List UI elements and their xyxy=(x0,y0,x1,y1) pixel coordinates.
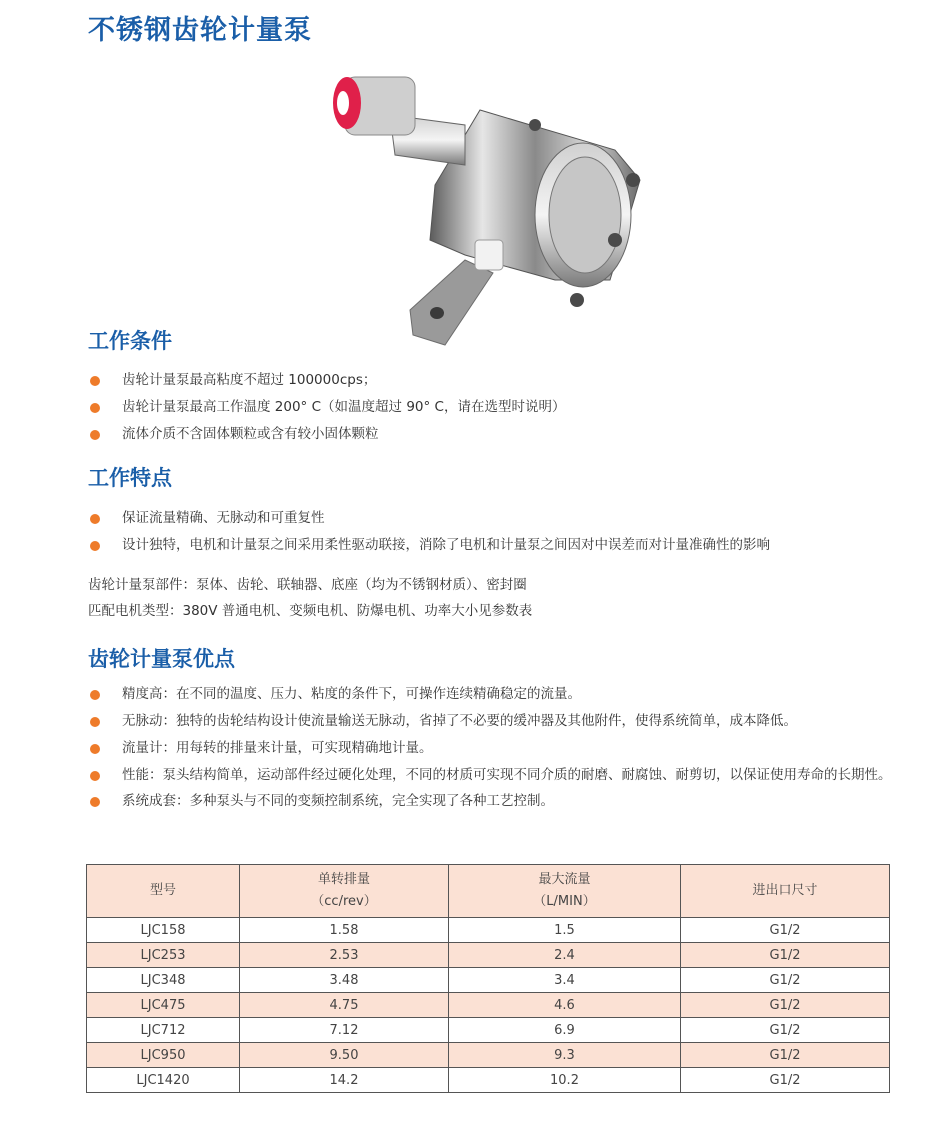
header-max-flow: 最大流量 （L/MIN） xyxy=(449,865,681,918)
cell-port-size: G1/2 xyxy=(681,1068,890,1093)
cell-max-flow: 6.9 xyxy=(449,1018,681,1043)
list-item: 精度高：在不同的温度、压力、粘度的条件下，可操作连续精确稳定的流量。 xyxy=(88,681,908,708)
cell-port-size: G1/2 xyxy=(681,968,890,993)
cell-displacement: 1.58 xyxy=(240,918,449,943)
cell-port-size: G1/2 xyxy=(681,943,890,968)
bullet-icon xyxy=(90,376,100,386)
table-row xyxy=(87,1068,890,1093)
bullet-icon xyxy=(90,797,100,807)
table-row xyxy=(87,943,890,968)
bullet-icon xyxy=(90,771,100,781)
gear-pump-image xyxy=(315,55,655,355)
cell-displacement: 4.75 xyxy=(240,993,449,1018)
advantages-list xyxy=(88,681,908,815)
conditions-list xyxy=(88,367,908,448)
cell-port-size: G1/2 xyxy=(681,993,890,1018)
list-item: 系统成套：多种泵头与不同的变频控制系统，完全实现了各种工艺控制。 xyxy=(88,788,908,815)
cell-port-size: G1/2 xyxy=(681,1018,890,1043)
header-port-size: 进出口尺寸 xyxy=(681,865,890,918)
cell-port-size: G1/2 xyxy=(681,1043,890,1068)
components-note: 齿轮计量泵部件：泵体、齿轮、联轴器、底座（均为不锈钢材质）、密封圈 xyxy=(88,577,527,593)
motor-note: 匹配电机类型：380V 普通电机、变频电机、防爆电机、功率大小见参数表 xyxy=(88,603,533,619)
heading-conditions: 工作条件 xyxy=(88,329,172,353)
cell-model: LJC348 xyxy=(87,968,240,993)
bullet-icon xyxy=(90,744,100,754)
cell-max-flow: 2.4 xyxy=(449,943,681,968)
cell-model: LJC950 xyxy=(87,1043,240,1068)
list-item: 齿轮计量泵最高粘度不超过 100000cps； xyxy=(88,367,908,394)
cell-displacement: 3.48 xyxy=(240,968,449,993)
table-row xyxy=(87,918,890,943)
cell-max-flow: 9.3 xyxy=(449,1043,681,1068)
bullet-icon xyxy=(90,690,100,700)
cell-port-size: G1/2 xyxy=(681,918,890,943)
features-list xyxy=(88,505,908,559)
list-item: 保证流量精确、无脉动和可重复性 xyxy=(88,505,908,532)
cell-model: LJC712 xyxy=(87,1018,240,1043)
table-row xyxy=(87,1018,890,1043)
cell-max-flow: 3.4 xyxy=(449,968,681,993)
cell-model: LJC158 xyxy=(87,918,240,943)
cell-max-flow: 1.5 xyxy=(449,918,681,943)
cell-model: LJC1420 xyxy=(87,1068,240,1093)
bullet-icon xyxy=(90,717,100,727)
list-item: 性能：泵头结构简单，运动部件经过硬化处理，不同的材质可实现不同介质的耐磨、耐腐蚀、耐剪切，以保证使用寿命的长期性。 xyxy=(88,762,908,788)
bullet-icon xyxy=(90,430,100,440)
header-model: 型号 xyxy=(87,865,240,918)
list-item: 无脉动：独特的齿轮结构设计使流量输送无脉动，省掉了不必要的缓冲器及其他附件，使得系统简单，成本降低。 xyxy=(88,708,908,735)
heading-features: 工作特点 xyxy=(88,466,172,490)
list-item: 设计独特，电机和计量泵之间采用柔性驱动联接，消除了电机和计量泵之间因对中误差而对计量准确性的影响 xyxy=(88,532,908,559)
cell-model: LJC475 xyxy=(87,993,240,1018)
cell-max-flow: 4.6 xyxy=(449,993,681,1018)
table-row xyxy=(87,993,890,1018)
cell-max-flow: 10.2 xyxy=(449,1068,681,1093)
table-header-row xyxy=(87,865,890,918)
cell-displacement: 9.50 xyxy=(240,1043,449,1068)
bullet-icon xyxy=(90,403,100,413)
spec-table xyxy=(86,864,890,1093)
cell-displacement: 7.12 xyxy=(240,1018,449,1043)
list-item: 齿轮计量泵最高工作温度 200° C（如温度超过 90° C，请在选型时说明） xyxy=(88,394,908,421)
list-item: 流体介质不含固体颗粒或含有较小固体颗粒 xyxy=(88,421,908,448)
heading-advantages: 齿轮计量泵优点 xyxy=(88,647,235,671)
table-row xyxy=(87,1043,890,1068)
table-row xyxy=(87,968,890,993)
bullet-icon xyxy=(90,514,100,524)
cell-displacement: 14.2 xyxy=(240,1068,449,1093)
header-displacement: 单转排量 （cc/rev） xyxy=(240,865,449,918)
cell-model: LJC253 xyxy=(87,943,240,968)
cell-displacement: 2.53 xyxy=(240,943,449,968)
list-item: 流量计：用每转的排量来计量，可实现精确地计量。 xyxy=(88,735,908,762)
page-title: 不锈钢齿轮计量泵 xyxy=(88,15,312,46)
bullet-icon xyxy=(90,541,100,551)
